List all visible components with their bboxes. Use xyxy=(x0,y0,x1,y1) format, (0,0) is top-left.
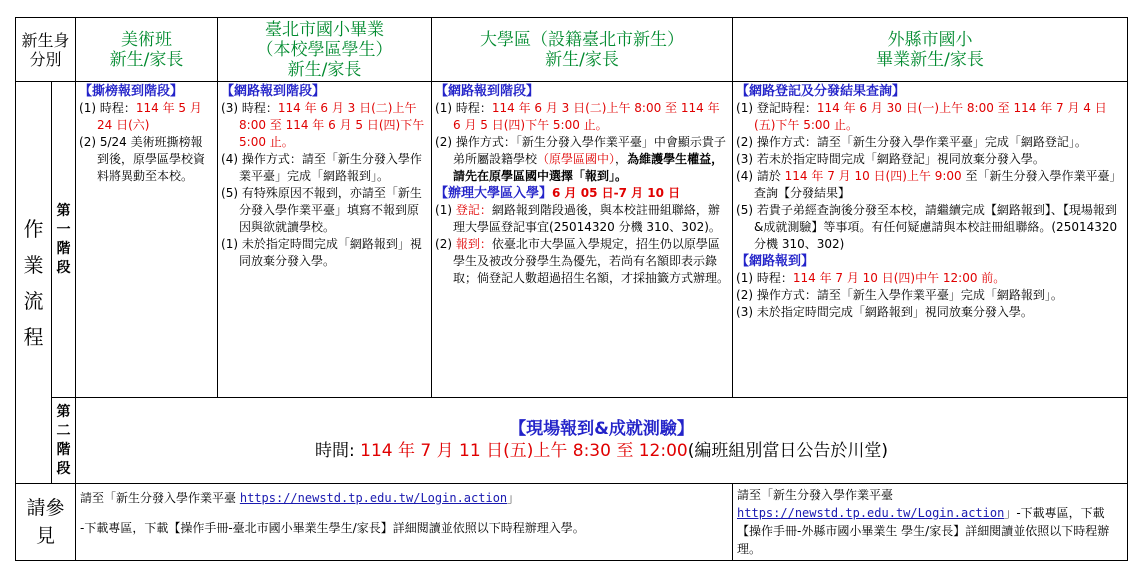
stage2-label: 第二階段 xyxy=(56,403,71,477)
list-item: (2) 操作方式：請至「新生入學作業平臺」完成「網路報到」。 xyxy=(736,288,1063,302)
list-item: (1) 登記：網路報到階段過後，與本校註冊組聯絡，辦理大學區登記事宜(25014320 分機 310、302)。 xyxy=(435,203,721,234)
section-date: 6 月 05 日-7 月 10 日 xyxy=(552,186,681,200)
corner-label: 新生身分別 xyxy=(21,30,70,69)
list-item: (3) 時程：114 年 6 月 3 日(二)上午 8:00 至 114 年 6 月 5 日(四)下午 5:00 止。 xyxy=(221,101,425,149)
col-header-large-district xyxy=(432,18,733,82)
section-title: 【網路報到階段】 xyxy=(221,84,326,99)
col-header-line: 新生/家長 xyxy=(545,49,619,70)
list-item: (5) 若貴子弟經查詢後分發至本校，請繼續完成【網路報到】、【現場報到&成就測驗】等事項。有任何疑慮請與本校註冊組聯絡。(25014320 分機 310、302) xyxy=(736,203,1118,251)
taipei-grads-stage1 xyxy=(218,82,432,398)
reference-line: 請至「新生分發入學作業平臺 https://newstd.tp.edu.tw/Login.action」 xyxy=(80,491,520,505)
section-title: 【網路報到階段】 xyxy=(435,84,540,99)
stage1-label-cell xyxy=(52,82,76,398)
stage1-row xyxy=(16,82,1128,398)
reference-taipei xyxy=(76,484,733,561)
list-item: (2) 操作方式：請至「新生分發入學作業平臺」完成「網路登記」。 xyxy=(736,135,1087,149)
reference-line: https://newstd.tp.edu.tw/Login.action」-下載專區，下載【操作手冊-外縣市國小畢業生 學生/家長】詳細閱讀並依照以下時程辦理。 xyxy=(737,506,1110,556)
col-header-line: 畢業新生/家長 xyxy=(876,49,984,70)
list-item: (1) 時程：114 年 5 月 24 日(六) xyxy=(79,101,202,132)
list-item: (5) 有特殊原因不報到，亦請至「新生分發入學作業平臺」填寫不報到原因與欲就讀學校。 xyxy=(221,186,422,234)
col-header-line: 大學區（設籍臺北市新生） xyxy=(480,29,685,50)
col-header-taipei-grads xyxy=(218,18,432,82)
list-item: (3) 若未於指定時間完成「網路登記」視同放棄分發入學。 xyxy=(736,152,1045,166)
corner-header xyxy=(16,18,76,82)
col-header-other-county xyxy=(733,18,1128,82)
reference-line: 請至「新生分發入學作業平臺 xyxy=(737,488,894,502)
list-item: (4) 操作方式：請至「新生分發入學作業平臺」完成「網路報到」。 xyxy=(221,152,422,183)
section-title: 【網路登記及分發結果查詢】 xyxy=(736,84,906,99)
col-header-line: 外縣市國小 xyxy=(887,29,973,50)
reference-label-cell xyxy=(16,484,76,561)
col-header-line: 新生/家長 xyxy=(287,59,362,80)
list-item: (1) 時程：114 年 7 月 10 日(四)中午 12:00 前。 xyxy=(736,271,1006,285)
stage2-label-cell xyxy=(52,398,76,484)
reference-row xyxy=(16,484,1128,561)
section-title: 【網路報到】 xyxy=(736,254,815,269)
reference-other-county xyxy=(733,484,1128,561)
list-item: (1) 登記時程：114 年 6 月 30 日(一)上午 8:00 至 114 年 7 月 4 日(五)下午 5:00 止。 xyxy=(736,101,1107,132)
process-label: 作業流程 xyxy=(23,216,44,349)
enrollment-process-table xyxy=(15,17,1128,561)
other-county-stage1 xyxy=(733,82,1128,398)
platform-link[interactable]: https://newstd.tp.edu.tw/Login.action xyxy=(737,506,1005,520)
section-title: 【辦理大學區入學】 xyxy=(435,186,553,201)
list-item: (2) 操作方式：「新生分發入學作業平臺」中會顯示貴子弟所屬設籍學校（原學區國中），為維護學生權益，請先在原學區國中選擇「報到」。 xyxy=(435,135,726,183)
list-item: (1) 未於指定時間完成「網路報到」視同放棄分發入學。 xyxy=(221,237,422,268)
list-item: (1) 時程：114 年 6 月 3 日(二)上午 8:00 至 114 年 6 月 5 日(四)下午 5:00 止。 xyxy=(435,101,720,132)
section-title: 【撕榜報到階段】 xyxy=(79,84,184,99)
stage2-time: 時間: 114 年 7 月 11 日(五)上午 8:30 至 12:00(編班組別當日公告於川堂) xyxy=(315,441,888,461)
stage1-label: 第一階段 xyxy=(56,202,71,276)
list-item: (2) 報到：依臺北市大學區入學規定，招生仍以原學區學生及被改分發學生為優先，若尚有名額即表示錄取；倘登記人數超過招生名額，才採抽籤方式辦理。 xyxy=(435,237,730,285)
section-title-row xyxy=(435,185,729,202)
platform-link[interactable]: https://newstd.tp.edu.tw/Login.action xyxy=(239,491,508,505)
list-item: (2) 5/24 美術班撕榜報到後，原學區學校資料將異動至本校。 xyxy=(79,135,206,183)
list-item: (4) 請於 114 年 7 月 10 日(四)上午 9:00 至「新生分發入學作業平臺」查詢【分發結果】 xyxy=(736,169,1122,200)
col-header-art-class xyxy=(76,18,218,82)
stage2-title: 【現場報到&成就測驗】 xyxy=(509,419,694,439)
large-district-stage1 xyxy=(432,82,733,398)
col-header-line: （本校學區學生） xyxy=(256,39,393,60)
col-header-line: 美術班 xyxy=(121,29,173,50)
reference-line: -下載專區，下載【操作手冊-臺北市國小畢業生學生/家長】詳細閱讀並依照以下時程辦理入學。 xyxy=(80,521,585,535)
stage2-row xyxy=(16,398,1128,484)
reference-label: 請參見 xyxy=(26,497,65,547)
art-class-stage1 xyxy=(76,82,218,398)
list-item: (3) 未於指定時間完成「網路報到」視同放棄分發入學。 xyxy=(736,305,1033,319)
header-row xyxy=(16,18,1128,82)
process-label-cell xyxy=(16,82,52,484)
stage2-content xyxy=(76,398,1128,484)
col-header-line: 臺北市國小畢業 xyxy=(265,19,385,40)
col-header-line: 新生/家長 xyxy=(109,49,184,70)
